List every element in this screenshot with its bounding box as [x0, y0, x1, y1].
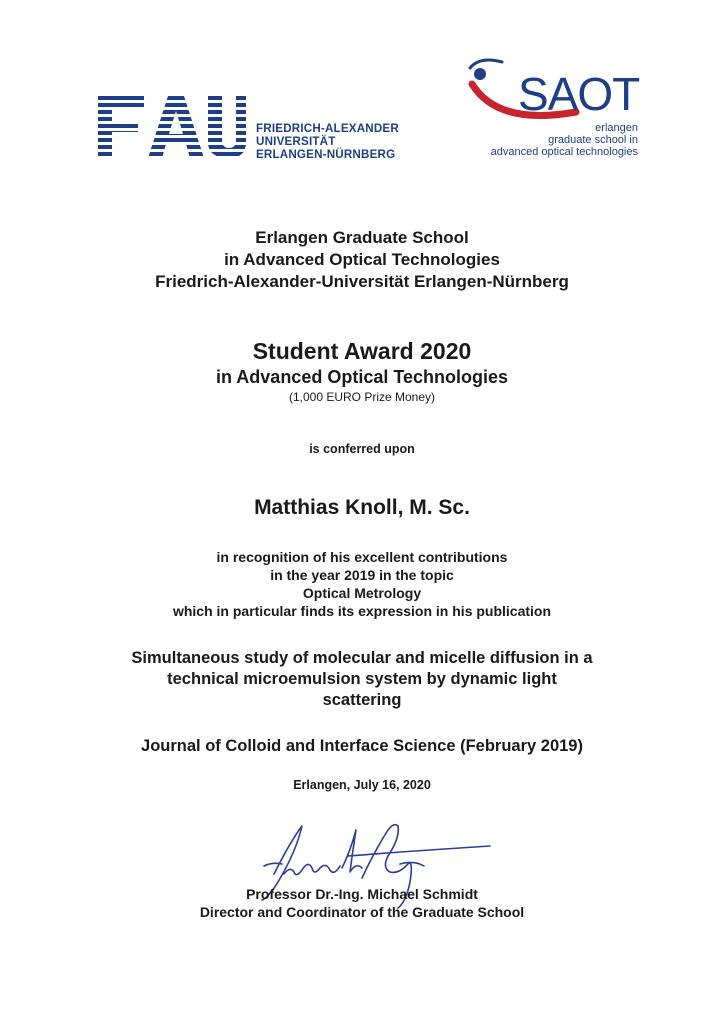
saot-logo [458, 54, 648, 174]
saot-tagline [491, 122, 638, 158]
saot-tagline-line: graduate school in [548, 134, 638, 146]
publication-title [0, 648, 724, 711]
fau-name-line: FRIEDRICH-ALEXANDER [256, 122, 399, 135]
publication-title-line: scattering [322, 691, 402, 709]
school-header-line: in Advanced Optical Technologies [224, 250, 500, 269]
fau-logo-name [256, 122, 399, 161]
signatory-block [0, 885, 724, 921]
saot-tagline-line: erlangen [595, 122, 638, 134]
recipient-name: Matthias Knoll, M. Sc. [254, 496, 470, 519]
journal-reference: Journal of Colloid and Interface Science (February 2019) [141, 737, 583, 755]
award-subtitle: in Advanced Optical Technologies [215, 367, 509, 387]
signatory-role: Director and Coordinator of the Graduate School [199, 904, 525, 920]
school-header [0, 227, 724, 293]
recognition-line: which in particular finds its expression in his publication [172, 603, 552, 619]
signatory-name: Professor Dr.-Ing. Michael Schmidt [246, 886, 478, 902]
publication-title-line: technical microemulsion system by dynamic light [167, 670, 557, 688]
school-header-line: Friedrich-Alexander-Universität Erlangen-Nürnberg [155, 272, 569, 291]
dateline: Erlangen, July 16, 2020 [293, 778, 431, 792]
conferred-text: is conferred upon [309, 442, 415, 456]
recognition-line: Optical Metrology [302, 585, 422, 601]
fau-logo-mark [98, 96, 246, 158]
recognition-text [0, 548, 724, 620]
recognition-line: in the year 2019 in the topic [270, 567, 454, 583]
publication-title-line: Simultaneous study of molecular and micelle diffusion in a [131, 649, 593, 667]
fau-name-line: UNIVERSITÄT [256, 135, 336, 148]
fau-name-line: ERLANGEN-NÜRNBERG [256, 148, 396, 161]
prize-money: (1,000 EURO Prize Money) [288, 390, 436, 404]
saot-tagline-line: advanced optical technologies [490, 146, 638, 158]
fau-logo [98, 96, 418, 162]
recognition-line: in recognition of his excellent contributions [216, 549, 508, 565]
school-header-line: Erlangen Graduate School [255, 228, 469, 247]
saot-logo-mark [458, 54, 648, 124]
award-title: Student Award 2020 [252, 338, 472, 364]
svg-text:SAOT: SAOT [518, 68, 640, 120]
